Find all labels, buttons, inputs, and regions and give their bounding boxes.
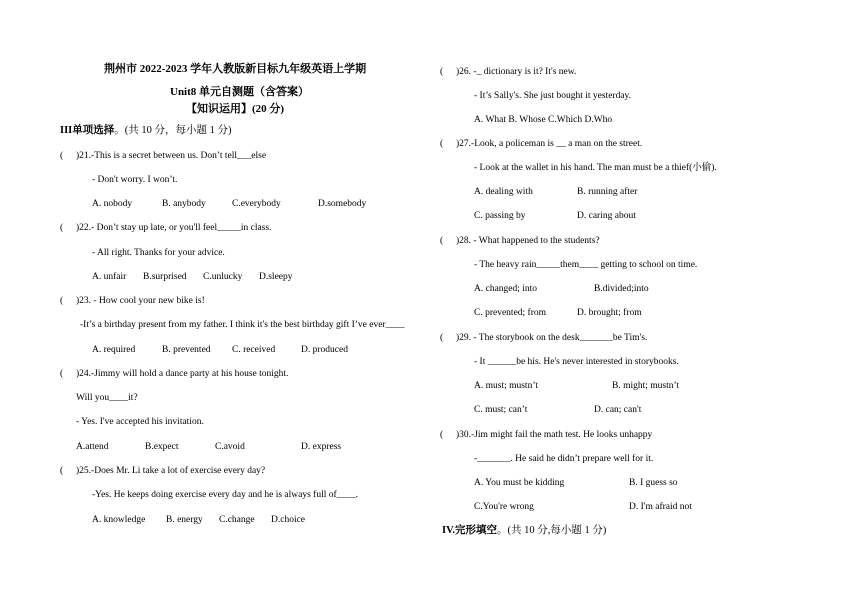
q23-question: )23. - How cool your new bike is! (76, 296, 205, 306)
q23-paren: ( (60, 296, 64, 306)
q29-option-b: B. might; mustn’t (612, 381, 680, 391)
q22-question: )22.- Don’t stay up late, or you'll feel_____in class. (76, 223, 272, 233)
q25-option-a: A. knowledge (92, 515, 146, 525)
section-3-heading (60, 124, 232, 138)
q29-paren: ( (440, 333, 444, 343)
q24-dialogue: - Yes. I've accepted his invitation. (76, 417, 204, 427)
q25-paren: ( (60, 466, 64, 476)
section-heading-knowledge: 【知识运用】(20 分) (186, 103, 285, 115)
q23-options (92, 344, 392, 356)
q29-options-row1 (474, 380, 734, 392)
q21-option-b: B. anybody (162, 199, 206, 209)
q22-paren: ( (60, 223, 64, 233)
q28-option-a: A. changed; into (474, 284, 538, 294)
q24-question-line2: Will you____it? (76, 393, 138, 403)
q27-options-row1 (474, 186, 734, 198)
q30-options-row1 (474, 477, 734, 489)
q28-paren: ( (440, 236, 444, 246)
q24-question: )24.-Jimmy will hold a dance party at his house tonight. (76, 369, 289, 379)
q30-options-row2 (474, 501, 734, 513)
q27-options-row2 (474, 210, 734, 222)
q29-options-row2 (474, 404, 734, 416)
q21-option-d: D.somebody (318, 199, 367, 209)
q29-dialogue: - It ______be his. He's never interested in storybooks. (474, 357, 679, 367)
q23-option-d: D. produced (301, 345, 348, 355)
q29-option-d: D. can; can't (594, 405, 642, 415)
q28-question: )28. - What happened to the students? (456, 236, 600, 246)
q30-option-a: A. You must be kidding (474, 478, 565, 488)
q22-option-a: A. unfair (92, 272, 127, 282)
q25-option-c: C.change (219, 515, 255, 525)
q24-option-d: D. express (301, 442, 342, 452)
q24-option-c: C.avoid (215, 442, 245, 452)
q23-option-b: B. prevented (162, 345, 211, 355)
q21-option-a: A. nobody (92, 199, 133, 209)
q27-question: )27.-Look, a policeman is __ a man on the street. (456, 139, 643, 149)
q21-question: )21.-This is a secret between us. Don’t tell___else (76, 151, 267, 161)
q21-options (92, 198, 392, 210)
q28-dialogue: - The heavy rain_____them____ getting to school on time. (474, 260, 698, 270)
q26-paren: ( (440, 67, 444, 77)
q27-option-a: A. dealing with (474, 187, 533, 197)
q26-question: )26. -_ dictionary is it? It's new. (456, 67, 577, 77)
q29-question: )29. - The storybook on the desk_______be Tim's. (456, 333, 648, 343)
q21-dialogue: - Don't worry. I won’t. (92, 175, 178, 185)
q23-option-a: A. required (92, 345, 136, 355)
q22-options (92, 271, 392, 283)
q28-options-row2 (474, 307, 734, 319)
q29-option-a: A. must; mustn’t (474, 381, 538, 391)
q23-option-c: C. received (232, 345, 276, 355)
document-subtitle: Unit8 单元自测题（含答案） (170, 86, 310, 98)
q24-options (76, 441, 396, 453)
section-4-title: IV.完形填空 (442, 525, 497, 536)
section-4-note: 。(共 10 分,每小题 1 分) (496, 525, 607, 536)
q24-option-b: B.expect (145, 442, 179, 452)
q22-option-c: C.unlucky (203, 272, 243, 282)
q28-option-d: D. brought; from (577, 308, 642, 318)
q24-paren: ( (60, 369, 64, 379)
q30-option-d: D. I'm afraid not (629, 502, 692, 512)
q25-option-d: D.choice (271, 515, 306, 525)
q30-option-c: C.You're wrong (474, 502, 534, 512)
q28-option-b: B.divided;into (594, 284, 649, 294)
q29-option-c: C. must; can’t (474, 405, 528, 415)
q28-option-c: C. prevented; from (474, 308, 547, 318)
q30-option-b: B. I guess so (629, 478, 678, 488)
q28-options-row1 (474, 283, 734, 295)
q26-options: A. What B. Whose C.Which D.Who (474, 115, 613, 125)
q25-option-b: B. energy (166, 515, 203, 525)
q25-dialogue: -Yes. He keeps doing exercise every day and he is always full of____. (92, 490, 359, 500)
q27-paren: ( (440, 139, 444, 149)
q22-option-b: B.surprised (143, 272, 187, 282)
section-3-note: 。(共 10 分，每小题 1 分) (114, 125, 232, 136)
q24-option-a: A.attend (76, 442, 109, 452)
q27-option-d: D. caring about (577, 211, 636, 221)
q27-dialogue: - Look at the wallet in his hand. The man must be a thief(小偷). (474, 163, 717, 173)
section-4-heading (442, 524, 606, 538)
q21-paren: ( (60, 151, 64, 161)
q21-option-c: C.everybody (232, 199, 281, 209)
q22-dialogue: - All right. Thanks for your advice. (92, 248, 225, 258)
q26-dialogue: - It’s Sally's. She just bought it yesterday. (474, 91, 632, 101)
q30-paren: ( (440, 430, 444, 440)
q23-dialogue: -It’s a birthday present from my father. I think it's the best birthday gift I’ve ever____ (80, 320, 405, 330)
q30-dialogue: -_______. He said he didn’t prepare well for it. (474, 454, 654, 464)
q25-question: )25.-Does Mr. Li take a lot of exercise every day? (76, 466, 266, 476)
q27-option-c: C. passing by (474, 211, 526, 221)
q30-question: )30.-Jim might fail the math test. He looks unhappy (456, 430, 653, 440)
section-3-title: III单项选择 (60, 125, 115, 136)
q22-option-d: D.sleepy (259, 272, 293, 282)
q25-options (92, 514, 392, 526)
q27-option-b: B. running after (577, 187, 638, 197)
document-title: 荆州市 2022-2023 学年人教版新目标九年级英语上学期 (104, 63, 367, 75)
